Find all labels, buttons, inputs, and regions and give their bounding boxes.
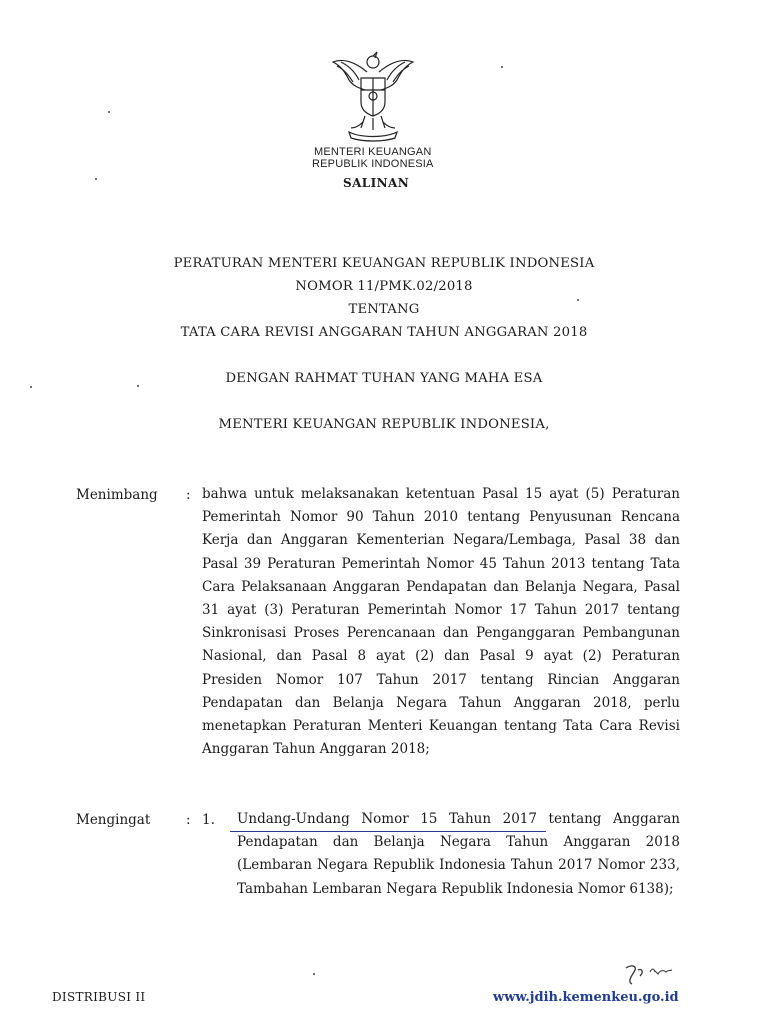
regulation-tentang: TENTANG	[348, 302, 420, 317]
issuer: MENTERI KEUANGAN REPUBLIK INDONESIA,	[218, 417, 550, 432]
regulation-number: NOMOR 11/PMK.02/2018	[295, 279, 473, 294]
copy-stamp: SALINAN	[343, 176, 410, 190]
distribution-label: DISTRIBUSI II	[52, 990, 146, 1004]
scan-speck	[108, 111, 110, 113]
menimbang-label: Menimbang	[76, 487, 158, 503]
mengingat-item-number: 1.	[202, 812, 215, 828]
mengingat-colon: :	[186, 812, 191, 828]
scan-speck	[501, 66, 503, 68]
mengingat-label: Mengingat	[76, 812, 151, 828]
scan-speck	[30, 386, 32, 388]
website-link[interactable]: www.jdih.kemenkeu.go.id	[493, 990, 679, 1005]
mengingat-item-text: Undang-Undang Nomor 15 Tahun 2017 tentang Anggaran Pendapatan dan Belanja Negara Tahun Anggaran 2018 (Lembaran Negara Republik Indonesia Tahun 2017 Nomor 233, Tambahan Lembaran Negara Republik Indonesia Nomor 6138);	[237, 811, 680, 897]
scan-speck	[95, 178, 97, 180]
invocation: DENGAN RAHMAT TUHAN YANG MAHA ESA	[225, 371, 543, 386]
initials-signature-icon	[620, 958, 680, 988]
menimbang-colon: :	[186, 487, 191, 503]
ministry-name-line1: MENTERI KEUANGAN	[314, 146, 432, 158]
menimbang-text: bahwa untuk melaksanakan ketentuan Pasal 15 ayat (5) Peraturan Pemerintah Nomor 90 Tahun 2010 tentang Penyusunan Rencana Kerja dan Anggaran Kementerian Negara/Lembaga, Pasal 38 dan Pasal 39 Peraturan Pemerintah Nomor 45 Tahun 2013 tentang Tata Cara Pelaksanaan Anggaran Pendapatan dan Belanja Negara, Pasal 31 ayat (3) Peraturan Pemerintah Nomor 17 Tahun 2017 tentang Sinkronisasi Proses Perencanaan dan Penganggaran Pembangunan Nasional, dan Pasal 8 ayat (2) dan Pasal 9 ayat (2) Peraturan Presiden Nomor 107 Tahun 2017 tentang Rincian Anggaran Pendapatan dan Belanja Negara Tahun Anggaran 2018, perlu menetapkan Peraturan Menteri Keuangan tentang Tata Cara Revisi Anggaran Tahun Anggaran 2018;	[202, 486, 680, 758]
ministry-name-line2: REPUBLIK INDONESIA	[312, 158, 434, 170]
scan-speck	[577, 299, 579, 301]
scan-speck	[137, 385, 139, 387]
hand-underline-mark	[230, 831, 546, 832]
scan-speck	[313, 973, 315, 975]
regulation-title: PERATURAN MENTERI KEUANGAN REPUBLIK INDONESIA	[173, 256, 595, 271]
regulation-subject: TATA CARA REVISI ANGGARAN TAHUN ANGGARAN 2018	[180, 325, 588, 340]
garuda-emblem-icon	[327, 48, 419, 144]
